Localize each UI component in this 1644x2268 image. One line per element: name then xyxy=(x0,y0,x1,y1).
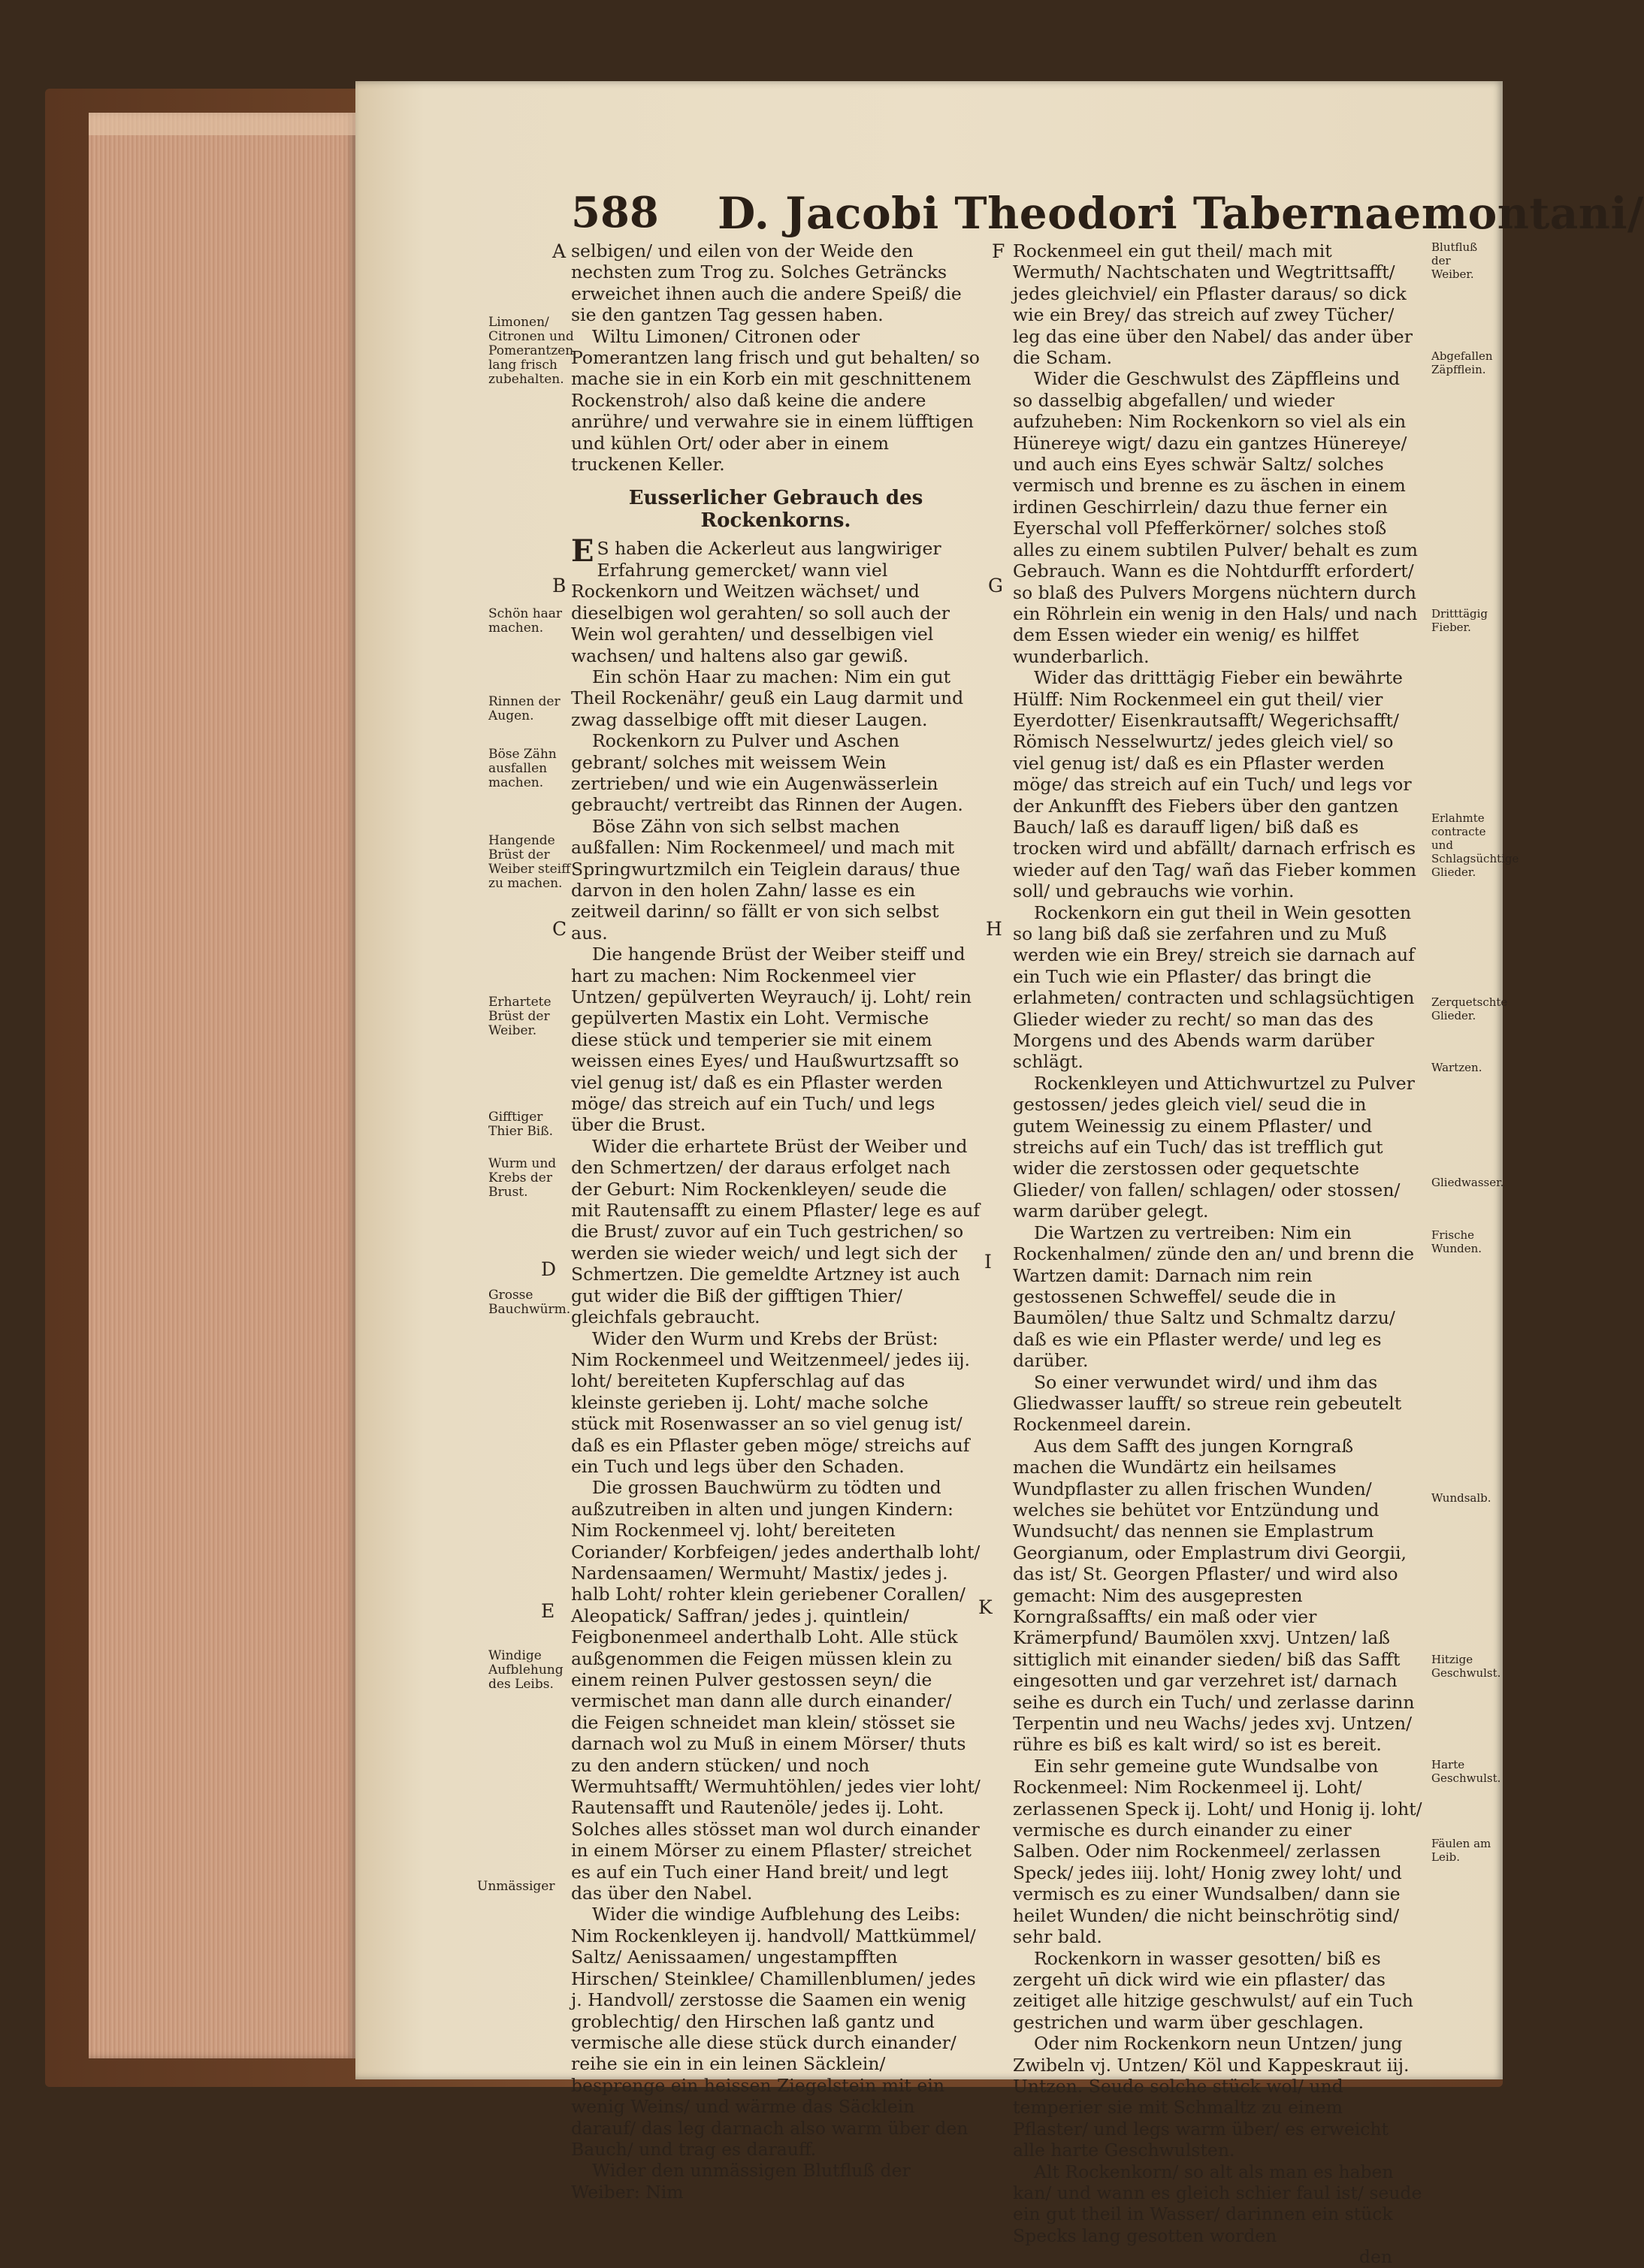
paragraph: Rockenmeel ein gut theil/ mach mit Wermuth/ Nachtschaten und Wegtrittsafft/ jedes gleichviel/ ein Pflaster daraus/ so dick wie ein Brey/ das streich auf zwey Tücher/ leg das eine über den Nabel/ das ander über die Scham. xyxy=(1013,240,1413,369)
catchword: den xyxy=(1358,2246,1392,2268)
paragraph-text: S haben die Ackerleut aus langwiriger Erfahrung gemercket/ wann viel Rockenkorn und Weitzen wächset/ und dieselbigen wol gerahten/ so soll auch der Wein wol gerahten/ und desselbigen viel wachsen/ und haltens also gar gewiß. xyxy=(571,538,950,666)
section-marker-k: K xyxy=(978,1596,993,1618)
paragraph: Wider das dritttägig Fieber ein bewährte Hülff: Nim Rockenmeel ein gut theil/ vier Eyerdotter/ Eisenkrautsafft/ Wegerichsafft/ Römisch Nesselwurtz/ jedes gleich viel/ so viel genug ist/ daß es ein Pflaster werden möge/ das streich auf ein Tuch/ und legs vor der Ankunfft des Fiebers über den gantzen Bauch/ laß es darauff ligen/ biß daß es trocken wird und abfällt/ darnach erfrisch es wieder auf den Tag/ wañ das Fieber kommen soll/ und gebrauchs wie vorhin. xyxy=(1013,667,1417,902)
sidenote-erhartete-bruest: Erhartete Brüst der Weiber. xyxy=(488,995,552,1038)
paragraph: Wider den unmässigen Blutfluß der Weiber: Nim xyxy=(571,2160,911,2203)
sidenote-rinnen-augen: Rinnen der Augen. xyxy=(488,694,561,723)
sidenote-harte-geschwulst: Harte Geschwulst. xyxy=(1431,1758,1501,1785)
page-edges-highlight xyxy=(89,113,355,135)
paragraph: selbigen/ und eilen von der Weide den nechsten zum Trog zu. Solches Geträncks erweichet ihnen auch die andere Speiß/ die sie den gantzen Tag gessen haben. xyxy=(571,240,962,326)
right-column xyxy=(1013,240,1422,2268)
sidenote-gliedwasser: Gliedwasser. xyxy=(1431,1176,1504,1189)
page-header xyxy=(571,188,1644,248)
sidenote-blutfluss: Blutfluß der Weiber. xyxy=(1431,240,1478,281)
paragraph: Rockenkorn zu Pulver und Aschen gebrant/ solches mit weissem Wein zertrieben/ und wie ein Augenwässerlein gebraucht/ vertreibt das Rinnen der Augen. xyxy=(571,730,963,816)
sidenote-hitzige-geschwulst: Hitzige Geschwulst. xyxy=(1431,1653,1501,1680)
section-marker-c: C xyxy=(552,918,567,940)
paragraph: Rockenkleyen und Attichwurtzel zu Pulver gestossen/ jedes gleich viel/ seud die in gutem Weinessig zu einem Pflaster/ und streichs auf ein Tuch/ das ist trefflich gut wider die zerstossen oder gequetschte Glieder/ von fallen/ schlagen/ oder stossen/ warm darüber gelegt. xyxy=(1013,1072,1415,1222)
paragraph: Oder nim Rockenkorn neun Untzen/ jung Zwibeln vj. Untzen/ Köl und Kappeskraut iij. Untzen. Seude solche stück wol/ und temperier sie mit Schmaltz zu einem Pflaster/ und legs warm über/ es erweicht alle harte Geschwulsten. xyxy=(1013,2033,1410,2161)
paragraph: Wiltu Limonen/ Citronen oder Pomerantzen lang frisch und gut behalten/ so mache sie in ein Korb ein mit geschnittenem Rockenstroh/ also daß keine die andere anrühre/ und verwahre sie in einem lüfftigen und kühlen Ort/ oder aber in einem truckenen Keller. xyxy=(571,325,980,476)
sidenote-zaepfflein: Abgefallen Zäpfflein. xyxy=(1431,349,1493,376)
left-column xyxy=(571,240,981,2203)
sidenote-frische-wunden: Frische Wunden. xyxy=(1431,1228,1482,1255)
paragraph: Wider den Wurm und Krebs der Brüst: Nim Rockenmeel und Weitzenmeel/ jedes iij. loht/ bereiteten Kupferschlag auf das kleinste gerieben ij. Loht/ mache solche stück mit Rosenwasser an so viel genug ist/ daß es ein Pflaster geben möge/ streichs auf ein Tuch und legs über den Schaden. xyxy=(571,1327,970,1477)
sidenote-boese-zaehn: Böse Zähn ausfallen machen. xyxy=(488,747,557,790)
sidenote-wundsalb: Wundsalb. xyxy=(1431,1491,1491,1505)
paragraph: So einer verwundet wird/ und ihm das Gliedwasser laufft/ so streue rein gebeutelt Rockenmeel darein. xyxy=(1013,1371,1402,1436)
section-marker-i: I xyxy=(984,1251,992,1273)
sidenote-wurm-krebs: Wurm und Krebs der Brust. xyxy=(488,1156,557,1200)
section-marker-a: A xyxy=(552,240,567,262)
paragraph: Die Wartzen zu vertreiben: Nim ein Rockenhalmen/ zünde den an/ und brenn die Wartzen damit: Darnach nim rein gestossenen Schweffel/ seude die in Baumölen/ thue Saltz und Schmaltz darzu/ daß es wie ein Pflaster werde/ und leg es darüber. xyxy=(1013,1222,1414,1372)
page-edges xyxy=(89,113,355,2058)
paragraph: Rockenkorn ein gut theil in Wein gesotten so lang biß daß sie zerfahren und zu Muß werden wie ein Brey/ streich sie darnach auf ein Tuch wie ein Pflaster/ das bringt die erlahmeten/ contracten und schlagsüchtigen Glieder wieder zu recht/ so man das des Morgens und des Abends warm darüber schlägt. xyxy=(1013,901,1415,1073)
drop-cap: E xyxy=(571,533,594,569)
paragraph: Böse Zähn von sich selbst machen außfallen: Nim Rockenmeel/ und mach mit Springwurtzmilch ein Teiglein daraus/ thue darvon in den holen Zahn/ lasse es ein zeitweil darinn/ so fällt er von sich selbst aus. xyxy=(571,815,960,944)
paragraph: Die grossen Bauchwürm zu tödten und außzutreiben in alten und jungen Kindern: Nim Rockenmeel vj. loht/ bereiteten Coriander/ Korbfeigen/ jedes anderthalb loht/ Nardensaamen/ Wermuht/ Mastix/ jedes j. halb Loht/ rohter klein geriebener Corallen/ Aleopatick/ Saffran/ jedes j. quintlein/ Feigbonenmeel anderthalb Loht. Alle stück außgenommen die Feigen müssen klein zu einem reinen Pulver gestossen seyn/ die vermischet man dann alle durch einander/ die Feigen schneidet man klein/ stösset sie darnach wol zu Muß in einem Mörser/ thuts zu den andern stücken/ und noch Wermuhtsafft/ Wermuhtöhlen/ jedes vier loht/ Rautensafft und Rautenöle/ jedes ij. Loht. Solches alles stösset man wol durch einander in einem Mörser zu einem Pflaster/ streichet es auf ein Tuch einer Hand breit/ und legt das über den Nabel. xyxy=(571,1477,981,1904)
paragraph: Alt Rockenkorn/ so alt als man es haben kan/ und wann es gleich schier faul ist/ seude ein gut theil in Wasser/ darinnen ein stück Specks lang gesotten worden xyxy=(1013,2161,1422,2246)
sidenote-hangende-bruest: Hangende Brüst der Weiber steiff zu machen. xyxy=(488,833,571,891)
paragraph: Ein schön Haar zu machen: Nim ein gut Theil Rockenähr/ geuß ein Laug darmit und zwag dasselbige offt mit dieser Laugen. xyxy=(571,666,964,730)
sidenote-gifftiger-thier: Gifftiger Thier Biß. xyxy=(488,1110,554,1139)
running-head: D. Jacobi Theodori Tabernaemontani/ xyxy=(718,188,1644,239)
sidenote-fieber: Dritttägig Fieber. xyxy=(1431,607,1488,634)
section-marker-b: B xyxy=(552,575,567,596)
paragraph: Wider die windige Aufblehung des Leibs: Nim Rockenkleyen ij. handvoll/ Mattkümmel/ Saltz/ Aenissaamen/ ungestampfften Hirschen/ Steinklee/ Chamillenblumen/ jedes j. Handvoll/ zerstosse die Saamen ein wenig groblechtig/ den Hirschen laß gantz und vermische alle diese stück durch einander/ reihe sie ein in ein leinen Säcklein/ besprenge ein heissen Ziegelstein mit ein wenig Weins/ und wärme das Säcklein darauf/ das leg darnach also warm über den Bauch/ und trag es darauff. xyxy=(571,1904,976,2160)
paragraph: Die hangende Brüst der Weiber steiff und hart zu machen: Nim Rockenmeel vier Untzen/ gepülverten Weyrauch/ ij. Loht/ rein gepülverten Mastix ein Loht. Vermische diese stück und temperier sie mit einem weissen eines Eyes/ und Haußwurtzsafft so viel genug ist/ daß es ein Pflaster werden möge/ das streich auf ein Tuch/ und legs über die Brust. xyxy=(571,944,972,1136)
sidenote-unmaessiger: Unmässiger xyxy=(477,1879,555,1894)
paragraph: Rockenkorn in wasser gesotten/ biß es zergeht un̄ dick wird wie ein pflaster/ das zeitiget alle hitzige geschwulst/ auf ein Tuch gestrichen und warm über geschlagen. xyxy=(1013,1947,1413,2033)
sidenote-erlahmte-glieder: Erlahmte contracte und Schlagsüchtige Glieder. xyxy=(1431,811,1519,879)
paragraph: Ein sehr gemeine gute Wundsalbe von Rockenmeel: Nim Rockenmeel ij. Loht/ zerlassenen Speck ij. Loht/ und Honig ij. loht/ vermische es durch einander zu einer Salben. Oder nim Rockenmeel/ zerlassen Speck/ jedes iiij. loht/ Honig zwey loht/ und vermisch es zu einer Wundsalben/ dann sie heilet Wunden/ die nicht beinschrötig sind/ sehr bald. xyxy=(1013,1755,1422,1948)
sidenote-faeulen: Fäulen am Leib. xyxy=(1431,1837,1491,1864)
section-marker-g: G xyxy=(988,575,1003,596)
sidenote-limonen: Limonen/ Citronen und Pomerantzen lang frisch zubehalten. xyxy=(488,315,574,387)
section-heading: Eusserlicher Gebrauch des Rockenkorns. xyxy=(628,487,923,533)
sidenote-windige-aufblehung: Windige Aufblehung des Leibs. xyxy=(488,1648,564,1692)
section-marker-d: D xyxy=(541,1258,557,1280)
paragraph: Aus dem Safft des jungen Korngraß machen die Wundärtz ein heilsames Wundpflaster zu allen frischen Wunden/ welches sie behütet vor Entzündung und Wundsucht/ das nennen sie Emplastrum Georgianum, oder Emplastrum divi Georgii, das ist/ St. Georgen Pflaster/ und wird also gemacht: Nim des ausgepresten Korngraßsaffts/ ein maß oder vier Krämerpfund/ Baumölen xxvj. Untzen/ laß sittiglich mit einander sieden/ biß das Safft eingesotten und gar verzehret ist/ darnach seihe es durch ein Tuch/ und zerlasse darinn Terpentin und neu Wachs/ jedes xvj. Untzen/ rühre es biß es kalt wird/ so ist es bereit. xyxy=(1013,1435,1415,1756)
page-number: 588 xyxy=(571,188,659,237)
section-marker-f: F xyxy=(992,240,1005,262)
sidenote-bauchwuerm: Grosse Bauchwürm. xyxy=(488,1288,571,1317)
sidenote-zerquetschte-glieder: Zerquetschte Glieder. xyxy=(1431,995,1508,1022)
paragraph: Wider die erhartete Brüst der Weiber und den Schmertzen/ der daraus erfolget nach der Geburt: Nim Rockenkleyen/ seude die mit Rautensafft zu einem Pflaster/ lege es auf die Brust/ zuvor auf ein Tuch gestrichen/ so werden sie wieder weich/ und legt sich der Schmertzen. Die gemeldte Artzney ist auch gut wider die Biß der gifftigen Thier/ gleichfals gebraucht. xyxy=(571,1135,981,1328)
section-marker-h: H xyxy=(986,918,1002,940)
sidenote-wartzen: Wartzen. xyxy=(1431,1061,1482,1074)
paragraph: Wider die Geschwulst des Zäpffleins und so dasselbig abgefallen/ und wieder aufzuheben: Nim Rockenkorn so viel als ein Hünereye wigt/ dazu ein gantzes Hünereye/ und auch eins Eyes schwär Saltz/ solches vermisch und brenne es zu äschen in einem irdinen Geschirrlein/ dazu thue ferner ein Eyerschal voll Pfefferkörner/ solches stoß alles zu einem subtilen Pulver/ behalt es zum Gebrauch. Wann es die Nohtdurfft erfordert/ so blaß des Pulvers Morgens nüchtern durch ein Röhrlein ein wenig in den Hals/ und nach dem Essen wieder ein wenig/ es hilffet wunderbarlich. xyxy=(1013,368,1418,667)
sidenote-schoen-haar: Schön haar machen. xyxy=(488,606,563,636)
paragraph xyxy=(571,533,981,666)
section-marker-e: E xyxy=(541,1600,555,1622)
